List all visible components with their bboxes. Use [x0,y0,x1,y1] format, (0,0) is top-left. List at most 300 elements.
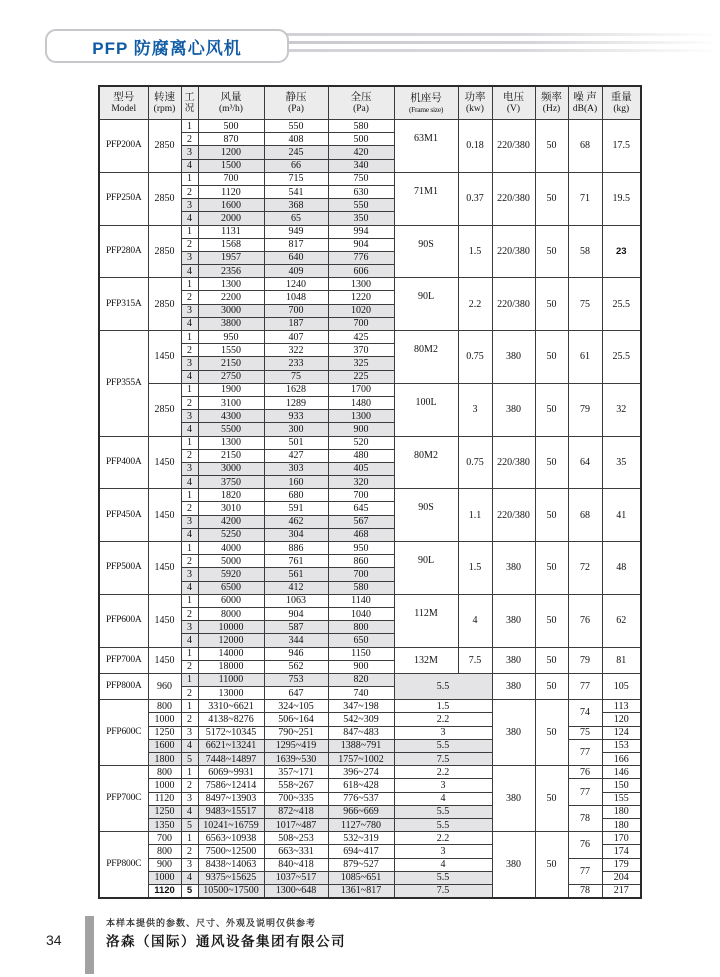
condition-cell: 2 [181,291,198,304]
power-cell: 3 [458,383,492,436]
airflow-cell: 3010 [198,502,264,515]
voltage-cell: 380 [492,331,535,384]
condition-cell: 4 [181,581,198,594]
static-pressure-cell: 409 [264,265,328,278]
power-cell: 3 [394,845,492,858]
voltage-cell: 380 [492,542,535,595]
frequency-cell: 50 [535,594,568,647]
total-pressure-cell: 900 [328,423,394,436]
weight-cell: 23 [602,225,641,278]
voltage-cell: 380 [492,673,535,699]
condition-cell: 3 [181,199,198,212]
condition-cell: 5 [181,818,198,831]
static-pressure-cell: 561 [264,568,328,581]
condition-cell: 1 [181,832,198,845]
total-pressure-cell: 347~198 [328,700,394,713]
column-header: 电压 (V) [492,86,535,120]
weight-cell: 155 [602,792,641,805]
model-cell: PFP700C [99,766,148,832]
frame-size-cell: 112M [394,594,458,647]
condition-cell: 2 [181,133,198,146]
total-pressure-cell: 520 [328,436,394,449]
airflow-cell: 9483~15517 [198,805,264,818]
footer-note: 本样本提供的参数、尺寸、外观及说明仅供参考 [106,918,317,928]
noise-cell: 76 [568,766,602,779]
airflow-cell: 5500 [198,423,264,436]
static-pressure-cell: 872~418 [264,805,328,818]
noise-cell: 74 [568,700,602,726]
weight-cell: 170 [602,832,641,845]
column-header: 型号 Model [99,86,148,120]
total-pressure-cell: 580 [328,581,394,594]
banner-stripe [275,33,720,36]
weight-cell: 120 [602,713,641,726]
noise-cell: 77 [568,779,602,805]
power-cell: 0.75 [458,331,492,384]
total-pressure-cell: 1700 [328,383,394,396]
airflow-cell: 10000 [198,621,264,634]
static-pressure-cell: 1289 [264,396,328,409]
static-pressure-cell: 187 [264,317,328,330]
total-pressure-cell: 325 [328,357,394,370]
airflow-cell: 1500 [198,159,264,172]
noise-cell: 79 [568,647,602,673]
total-pressure-cell: 950 [328,542,394,555]
total-pressure-cell: 1085~651 [328,871,394,884]
speed-cell: 700 [148,832,181,845]
static-pressure-cell: 817 [264,238,328,251]
static-pressure-cell: 700~335 [264,792,328,805]
static-pressure-cell: 949 [264,225,328,238]
frame-size-cell: 63M1 [394,120,458,173]
weight-cell: 62 [602,594,641,647]
airflow-cell: 1957 [198,251,264,264]
condition-cell: 4 [181,423,198,436]
weight-cell: 179 [602,858,641,871]
frame-size-cell: 71M1 [394,172,458,225]
airflow-cell: 7500~12500 [198,845,264,858]
airflow-cell: 1550 [198,344,264,357]
airflow-cell: 10500~17500 [198,884,264,898]
airflow-cell: 2150 [198,357,264,370]
static-pressure-cell: 715 [264,172,328,185]
total-pressure-cell: 1127~780 [328,818,394,831]
total-pressure-cell: 900 [328,660,394,673]
condition-cell: 3 [181,858,198,871]
static-pressure-cell: 368 [264,199,328,212]
model-cell: PFP700A [99,647,148,673]
airflow-cell: 6621~13241 [198,739,264,752]
static-pressure-cell: 1295~419 [264,739,328,752]
total-pressure-cell: 820 [328,673,394,686]
total-pressure-cell: 879~527 [328,858,394,871]
static-pressure-cell: 1063 [264,594,328,607]
noise-cell: 79 [568,383,602,436]
condition-cell: 1 [181,436,198,449]
total-pressure-cell: 630 [328,185,394,198]
total-pressure-cell: 700 [328,568,394,581]
total-pressure-cell: 994 [328,225,394,238]
total-pressure-cell: 1480 [328,396,394,409]
noise-cell: 72 [568,542,602,595]
condition-cell: 1 [181,542,198,555]
static-pressure-cell: 407 [264,331,328,344]
condition-cell: 4 [181,739,198,752]
voltage-cell: 220/380 [492,278,535,331]
total-pressure-cell: 1220 [328,291,394,304]
total-pressure-cell: 606 [328,265,394,278]
static-pressure-cell: 904 [264,607,328,620]
airflow-cell: 2356 [198,265,264,278]
frequency-cell: 50 [535,832,568,898]
power-cell: 5.5 [394,805,492,818]
airflow-cell: 9375~15625 [198,871,264,884]
column-header: 全压 (Pa) [328,86,394,120]
airflow-cell: 870 [198,133,264,146]
total-pressure-cell: 750 [328,172,394,185]
model-cell: PFP355A [99,331,148,437]
weight-cell: 146 [602,766,641,779]
speed-cell: 2850 [148,120,181,173]
speed-cell: 1450 [148,647,181,673]
airflow-cell: 1600 [198,199,264,212]
frequency-cell: 50 [535,673,568,699]
noise-cell: 58 [568,225,602,278]
total-pressure-cell: 700 [328,317,394,330]
total-pressure-cell: 480 [328,449,394,462]
airflow-cell: 11000 [198,673,264,686]
airflow-cell: 1131 [198,225,264,238]
airflow-cell: 18000 [198,660,264,673]
total-pressure-cell: 567 [328,515,394,528]
static-pressure-cell: 946 [264,647,328,660]
airflow-cell: 3000 [198,462,264,475]
static-pressure-cell: 508~253 [264,832,328,845]
footer-company-name: 洛森（国际）通风设备集团有限公司 [106,934,346,949]
frequency-cell: 50 [535,225,568,278]
static-pressure-cell: 66 [264,159,328,172]
noise-cell: 77 [568,673,602,699]
airflow-cell: 3310~6621 [198,700,264,713]
static-pressure-cell: 753 [264,673,328,686]
airflow-cell: 13000 [198,687,264,700]
weight-cell: 48 [602,542,641,595]
spec-table [98,85,642,899]
model-cell: PFP600C [99,700,148,766]
condition-cell: 4 [181,159,198,172]
power-cell: 5.5 [394,818,492,831]
condition-cell: 5 [181,753,198,766]
model-cell: PFP400A [99,436,148,489]
total-pressure-cell: 225 [328,370,394,383]
airflow-cell: 2150 [198,449,264,462]
total-pressure-cell: 1020 [328,304,394,317]
column-header: 重量 (kg) [602,86,641,120]
total-pressure-cell: 532~319 [328,832,394,845]
noise-cell: 76 [568,832,602,858]
airflow-cell: 5000 [198,555,264,568]
weight-cell: 124 [602,726,641,739]
column-header: 静压 (Pa) [264,86,328,120]
frequency-cell: 50 [535,647,568,673]
condition-cell: 1 [181,383,198,396]
condition-cell: 1 [181,331,198,344]
static-pressure-cell: 324~105 [264,700,328,713]
frame-size-cell: 132M [394,647,458,673]
voltage-cell: 380 [492,766,535,832]
power-cell: 2.2 [394,766,492,779]
airflow-cell: 1200 [198,146,264,159]
airflow-cell: 4300 [198,410,264,423]
static-pressure-cell: 300 [264,423,328,436]
speed-cell: 2850 [148,172,181,225]
static-pressure-cell: 322 [264,344,328,357]
frame-size-cell: 100L [394,383,458,436]
total-pressure-cell: 1300 [328,278,394,291]
condition-cell: 4 [181,871,198,884]
frame-size-cell: 80M2 [394,436,458,489]
power-cell: 0.18 [458,120,492,173]
power-cell: 4 [458,594,492,647]
airflow-cell: 1568 [198,238,264,251]
condition-cell: 2 [181,449,198,462]
model-cell: PFP600A [99,594,148,647]
airflow-cell: 6500 [198,581,264,594]
airflow-cell: 5920 [198,568,264,581]
total-pressure-cell: 1300 [328,410,394,423]
voltage-cell: 380 [492,700,535,766]
airflow-cell: 1300 [198,436,264,449]
condition-cell: 3 [181,621,198,634]
noise-cell: 77 [568,858,602,884]
power-cell: 2.2 [394,832,492,845]
model-cell: PFP500A [99,542,148,595]
condition-cell: 1 [181,673,198,686]
total-pressure-cell: 650 [328,634,394,647]
condition-cell: 3 [181,726,198,739]
condition-cell: 4 [181,805,198,818]
static-pressure-cell: 761 [264,555,328,568]
power-cell: 3 [394,726,492,739]
power-cell: 5.5 [394,739,492,752]
speed-cell: 1450 [148,331,181,384]
static-pressure-cell: 647 [264,687,328,700]
frame-size-cell: 90L [394,542,458,595]
static-pressure-cell: 1639~530 [264,753,328,766]
speed-cell: 800 [148,766,181,779]
airflow-cell: 3750 [198,476,264,489]
static-pressure-cell: 1300~648 [264,884,328,898]
noise-cell: 77 [568,739,602,765]
voltage-cell: 380 [492,594,535,647]
airflow-cell: 950 [198,331,264,344]
static-pressure-cell: 790~251 [264,726,328,739]
condition-cell: 4 [181,265,198,278]
weight-cell: 25.5 [602,278,641,331]
condition-cell: 2 [181,607,198,620]
speed-cell: 1600 [148,739,181,752]
voltage-cell: 220/380 [492,172,535,225]
power-cell: 7.5 [394,884,492,898]
speed-cell: 1120 [148,884,181,898]
static-pressure-cell: 304 [264,528,328,541]
weight-cell: 17.5 [602,120,641,173]
airflow-cell: 6000 [198,594,264,607]
voltage-cell: 380 [492,832,535,898]
total-pressure-cell: 468 [328,528,394,541]
weight-cell: 180 [602,805,641,818]
airflow-cell: 3800 [198,317,264,330]
condition-cell: 2 [181,344,198,357]
frame-size-cell: 90L [394,278,458,331]
speed-cell: 1250 [148,726,181,739]
total-pressure-cell: 500 [328,133,394,146]
power-cell: 2.2 [458,278,492,331]
speed-cell: 2850 [148,225,181,278]
static-pressure-cell: 1048 [264,291,328,304]
column-header: 工 况 [181,86,198,120]
page-title: PFP 防腐离心风机 [92,38,242,58]
total-pressure-cell: 1040 [328,607,394,620]
voltage-cell: 220/380 [492,436,535,489]
power-cell: 4 [394,792,492,805]
model-cell: PFP200A [99,120,148,173]
condition-cell: 2 [181,502,198,515]
column-header: 噪 声 dB(A) [568,86,602,120]
banner-title-box [45,29,289,63]
airflow-cell: 4200 [198,515,264,528]
total-pressure-cell: 550 [328,199,394,212]
speed-cell: 960 [148,673,181,699]
total-pressure-cell: 340 [328,159,394,172]
static-pressure-cell: 1240 [264,278,328,291]
static-pressure-cell: 591 [264,502,328,515]
total-pressure-cell: 966~669 [328,805,394,818]
condition-cell: 4 [181,370,198,383]
total-pressure-cell: 320 [328,476,394,489]
condition-cell: 1 [181,172,198,185]
static-pressure-cell: 840~418 [264,858,328,871]
condition-cell: 4 [181,528,198,541]
total-pressure-cell: 405 [328,462,394,475]
frequency-cell: 50 [535,700,568,766]
weight-cell: 166 [602,753,641,766]
banner-stripe [275,41,720,44]
airflow-cell: 4138~8276 [198,713,264,726]
model-cell: PFP800C [99,832,148,898]
frame-size-cell: 80M2 [394,331,458,384]
speed-cell: 1000 [148,871,181,884]
static-pressure-cell: 462 [264,515,328,528]
condition-cell: 3 [181,357,198,370]
column-header: 频率 (Hz) [535,86,568,120]
airflow-cell: 1300 [198,278,264,291]
static-pressure-cell: 700 [264,304,328,317]
condition-cell: 5 [181,884,198,898]
page-number: 34 [46,932,62,948]
weight-cell: 35 [602,436,641,489]
condition-cell: 2 [181,845,198,858]
static-pressure-cell: 680 [264,489,328,502]
static-pressure-cell: 550 [264,120,328,133]
airflow-cell: 8000 [198,607,264,620]
weight-cell: 153 [602,739,641,752]
total-pressure-cell: 860 [328,555,394,568]
airflow-cell: 1120 [198,185,264,198]
frequency-cell: 50 [535,383,568,436]
condition-cell: 1 [181,700,198,713]
noise-cell: 71 [568,172,602,225]
static-pressure-cell: 506~164 [264,713,328,726]
noise-cell: 78 [568,884,602,898]
static-pressure-cell: 357~171 [264,766,328,779]
condition-cell: 2 [181,660,198,673]
condition-cell: 3 [181,304,198,317]
total-pressure-cell: 1757~1002 [328,753,394,766]
static-pressure-cell: 558~267 [264,779,328,792]
speed-cell: 900 [148,858,181,871]
condition-cell: 2 [181,396,198,409]
total-pressure-cell: 776~537 [328,792,394,805]
noise-cell: 61 [568,331,602,384]
weight-cell: 113 [602,700,641,713]
airflow-cell: 7448~14897 [198,753,264,766]
power-cell: 4 [394,858,492,871]
condition-cell: 3 [181,515,198,528]
power-cell: 0.37 [458,172,492,225]
total-pressure-cell: 740 [328,687,394,700]
airflow-cell: 500 [198,120,264,133]
speed-cell: 1450 [148,489,181,542]
power-cell: 1.5 [458,542,492,595]
condition-cell: 3 [181,792,198,805]
model-cell: PFP800A [99,673,148,699]
noise-cell: 68 [568,120,602,173]
noise-cell: 68 [568,489,602,542]
total-pressure-cell: 350 [328,212,394,225]
speed-cell: 800 [148,700,181,713]
weight-cell: 217 [602,884,641,898]
static-pressure-cell: 160 [264,476,328,489]
condition-cell: 2 [181,555,198,568]
total-pressure-cell: 645 [328,502,394,515]
static-pressure-cell: 663~331 [264,845,328,858]
speed-cell: 1000 [148,713,181,726]
airflow-cell: 5250 [198,528,264,541]
frequency-cell: 50 [535,120,568,173]
speed-cell: 2850 [148,383,181,436]
airflow-cell: 8497~13903 [198,792,264,805]
total-pressure-cell: 425 [328,331,394,344]
power-cell: 1.5 [458,225,492,278]
power-cell: 2.2 [394,713,492,726]
static-pressure-cell: 427 [264,449,328,462]
airflow-cell: 1900 [198,383,264,396]
condition-cell: 1 [181,120,198,133]
noise-cell: 75 [568,278,602,331]
frequency-cell: 50 [535,436,568,489]
airflow-cell: 3000 [198,304,264,317]
voltage-cell: 220/380 [492,120,535,173]
weight-cell: 150 [602,779,641,792]
frequency-cell: 50 [535,172,568,225]
airflow-cell: 10241~16759 [198,818,264,831]
condition-cell: 2 [181,779,198,792]
speed-cell: 800 [148,845,181,858]
static-pressure-cell: 640 [264,251,328,264]
total-pressure-cell: 618~428 [328,779,394,792]
static-pressure-cell: 412 [264,581,328,594]
